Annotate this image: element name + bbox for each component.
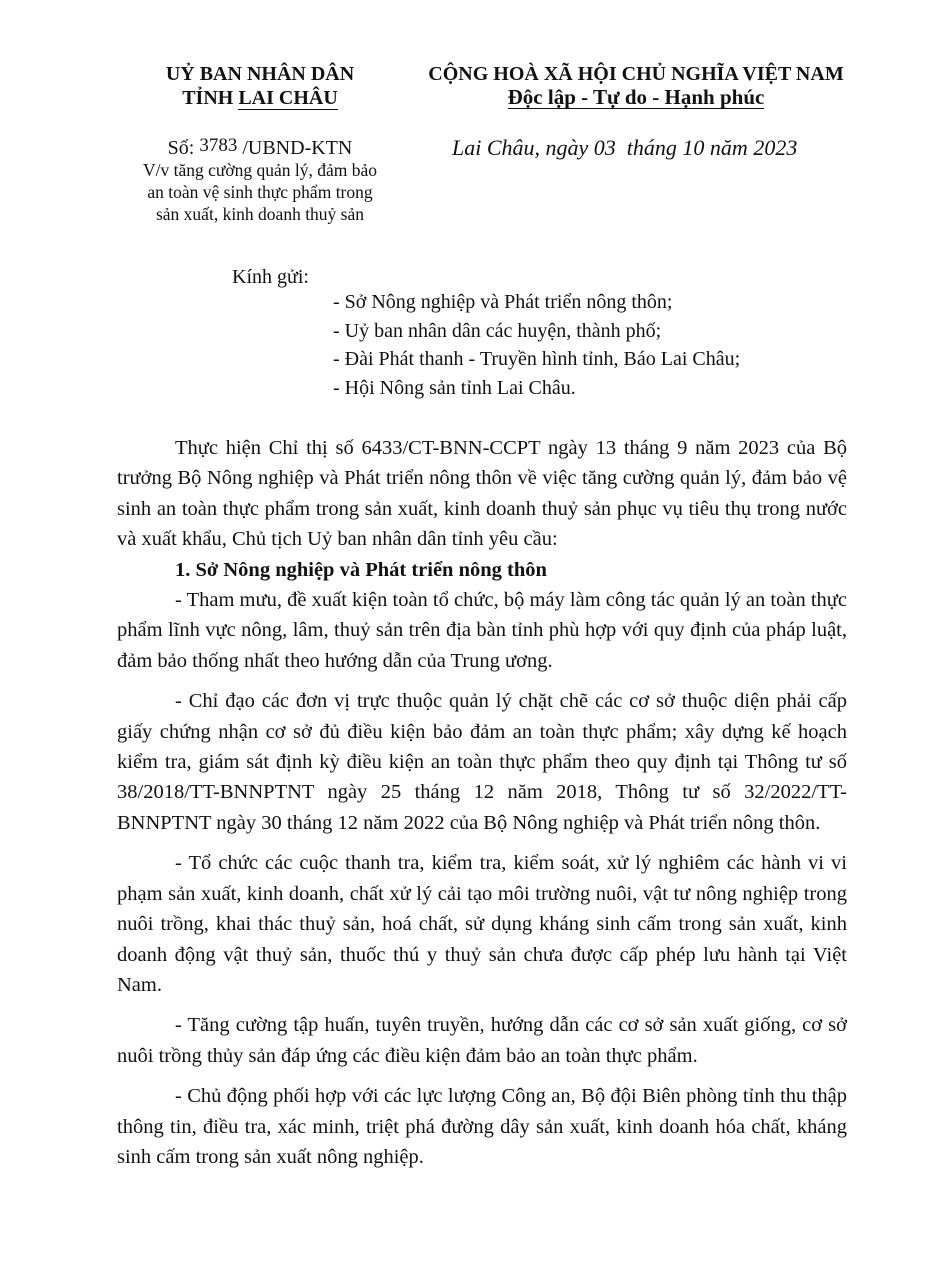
subject-line: V/v tăng cường quản lý, đảm bảo: [142, 160, 378, 180]
section-heading: 1. Sở Nông nghiệp và Phát triển nông thôn: [175, 558, 547, 581]
issuing-agency: [120, 62, 400, 110]
recipient-item: - Sở Nông nghiệp và Phát triển nông thôn;: [333, 291, 673, 313]
agency-province: LAI CHÂU: [238, 87, 338, 109]
agency-line-1: UỶ BAN NHÂN DÂN: [165, 63, 355, 85]
nation-name: CỘNG HOÀ XÃ HỘI CHỦ NGHĨA VIỆT NAM: [428, 63, 844, 85]
national-header: [412, 62, 860, 110]
section-item: - Tham mưu, đề xuất kiện toàn tổ chức, bộ máy làm công tác quản lý an toàn thực phẩm lĩnh vực nông, lâm, thuỷ sản trên địa bàn tỉnh phù hợp với quy định của pháp luật, đảm bảo thống nhất theo hướng dẫn của Trung ương.: [117, 589, 847, 672]
subject-line: sản xuất, kinh doanh thuỷ sản: [155, 204, 365, 224]
section-item: - Chủ động phối hợp với các lực lượng Công an, Bộ đội Biên phòng tỉnh thu thập thông tin, điều tra, xác minh, triệt phá đường dây sản xuất, kinh doanh hóa chất, kháng sinh cấm trong sản xuất nông nghiệp.: [117, 1085, 847, 1168]
date-month-label: tháng: [626, 135, 677, 160]
recipient-item: - Hội Nông sản tỉnh Lai Châu.: [333, 376, 576, 399]
document-number: [120, 136, 400, 161]
document-body: [117, 433, 847, 1172]
nation-motto: Độc lập - Tự do - Hạnh phúc: [507, 85, 765, 109]
agency-line-2-prefix: TỈNH: [182, 87, 239, 109]
section-item: - Tăng cường tập huấn, tuyên truyền, hướng dẫn các cơ sở sản xuất giống, cơ sở nuôi trồng thủy sản đáp ứng các điều kiện đảm bảo an toàn thực phẩm.: [117, 1014, 847, 1067]
doc-number-suffix: /UBND-KTN: [242, 137, 353, 159]
section-item: - Chỉ đạo các đơn vị trực thuộc quản lý chặt chẽ các cơ sở thuộc diện phải cấp giấy chứng nhận cơ sở đủ điều kiện bảo đảm an toàn thực phẩm; xây dựng kế hoạch kiểm tra, giám sát định kỳ điều kiện an toàn thực phẩm theo quy định tại Thông tư số 38/2018/TT-BNNPTNT ngày 25 tháng 12 năm 2018, Thông tư số 32/2022/TT-BNNPTNT ngày 30 tháng 12 năm 2022 của Bộ Nông nghiệp và Phát triển nông thôn.: [117, 690, 847, 834]
recipient-item: - Đài Phát thanh - Truyền hình tỉnh, Báo Lai Châu;: [333, 348, 741, 370]
intro-paragraph: Thực hiện Chỉ thị số 6433/CT-BNN-CCPT ngày 13 tháng 9 năm 2023 của Bộ trưởng Bộ Nông nghiệp và Phát triển nông thôn về việc tăng cường quản lý, đảm bảo vệ sinh an toàn thực phẩm trong sản xuất, kinh doanh thuỷ sản phục vụ tiêu thụ trong nước và xuất khẩu, Chủ tịch Uỷ ban nhân dân tỉnh yêu cầu:: [117, 437, 847, 551]
doc-number-value: 3783: [199, 135, 238, 156]
date-year: 2023: [753, 135, 798, 160]
subject-line: an toàn vệ sinh thực phẩm trong: [147, 182, 373, 202]
place-and-date: [452, 134, 797, 162]
date-day: 03: [593, 135, 616, 160]
doc-number-prefix: Số:: [167, 137, 195, 159]
recipients-label: Kính gửi:: [232, 266, 309, 288]
document-subject: [120, 159, 400, 225]
date-prefix: Lai Châu, ngày: [452, 135, 589, 160]
recipients-list: [333, 288, 740, 402]
date-year-label: năm: [709, 135, 748, 160]
recipient-item: - Uỷ ban nhân dân các huyện, thành phố;: [333, 319, 662, 342]
section-item: - Tổ chức các cuộc thanh tra, kiểm tra, kiểm soát, xử lý nghiêm các hành vi vi phạm sản xuất, kinh doanh, chất xử lý cải tạo môi trường nuôi, vật tư nông nghiệp trong nuôi trồng, khai thác thuỷ sản, hoá chất, sử dụng kháng sinh cấm trong sản xuất, kinh doanh động vật thuỷ sản, thuốc thú y thuỷ sản chưa được cấp phép lưu hành tại Việt Nam.: [117, 852, 847, 996]
agency-line-2: [120, 86, 400, 110]
date-month: 10: [682, 135, 705, 160]
